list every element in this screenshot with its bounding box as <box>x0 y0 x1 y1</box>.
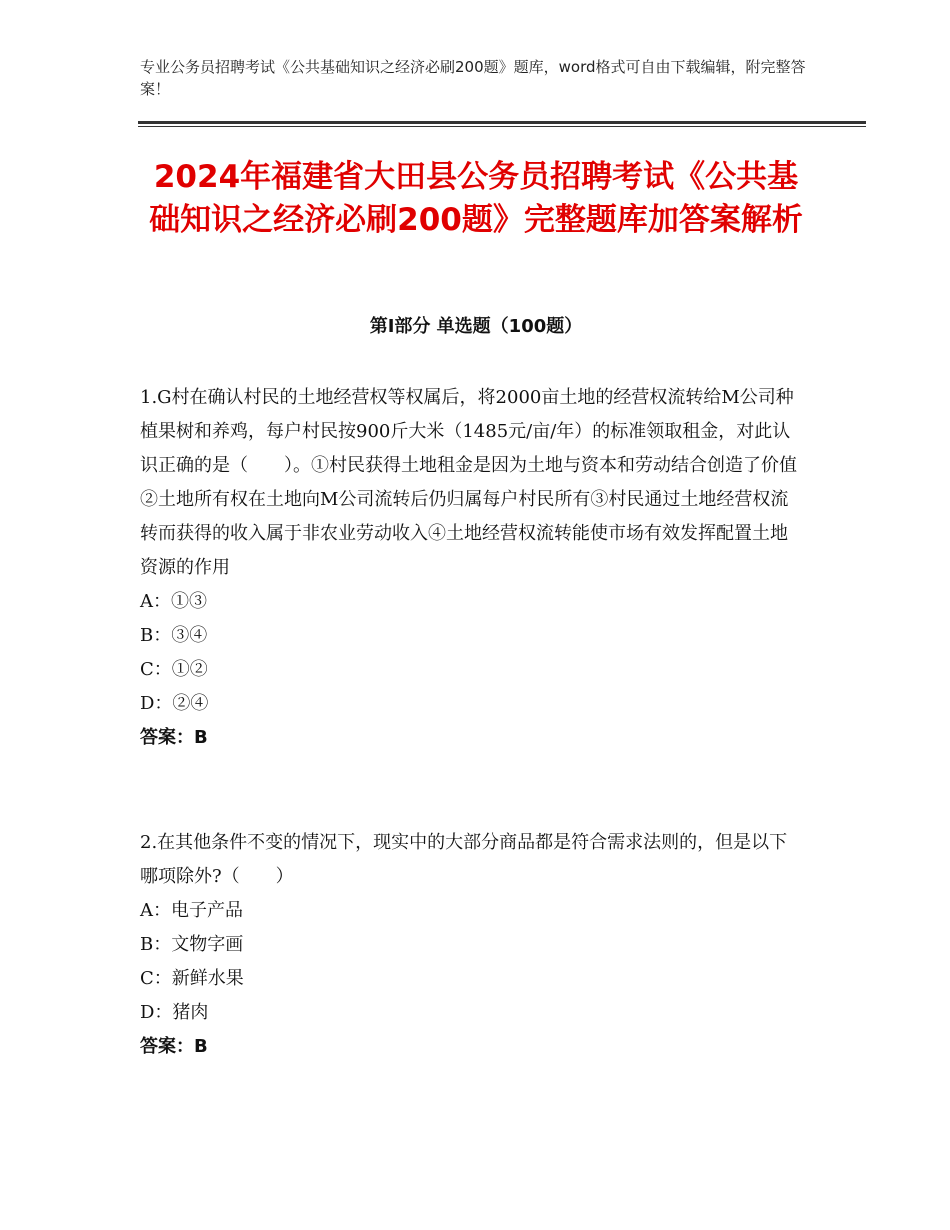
answer: 答案：B <box>140 727 208 748</box>
header-note: 专业公务员招聘考试《公共基础知识之经济必刷200题》题库，word格式可自由下载编辑，附完整答案！ <box>140 58 806 98</box>
question-2 <box>140 826 800 1064</box>
answer: 答案：B <box>140 1036 208 1057</box>
option-d: D：②④ <box>140 693 209 714</box>
option-c: C：①② <box>140 659 208 680</box>
section-heading: 第Ⅰ部分 单选题（100题） <box>369 316 583 337</box>
option-d: D：猪肉 <box>140 1002 209 1023</box>
question-stem: 2.在其他条件不变的情况下，现实中的大部分商品都是符合需求法则的，但是以下哪项除外?（ ） <box>140 832 788 887</box>
option-a: A：电子产品 <box>140 900 243 921</box>
option-c: C：新鲜水果 <box>140 968 244 989</box>
question-1 <box>140 381 800 755</box>
option-a: A：①③ <box>140 591 207 612</box>
question-stem: 1.G村在确认村民的土地经营权等权属后，将2000亩土地的经营权流转给M公司种植果树和养鸡，每户村民按900斤大米（1485元/亩/年）的标准领取租金，对此认识正确的是（ ）。①村民获得土地租金是因为土地与资本和劳动结合创造了价值②土地所有权在土地向M公司流转后仍归属每户村民所有③村民通过土地经营权流转而获得的收入属于非农业劳动收入④土地经营权流转能使市场有效发挥配置土地资源的作用 <box>140 387 797 578</box>
header-rule-thin <box>138 126 866 127</box>
option-b: B：文物字画 <box>140 934 244 955</box>
option-b: B：③④ <box>140 625 208 646</box>
header-rule-thick <box>138 121 866 124</box>
document-title: 2024年福建省大田县公务员招聘考试《公共基础知识之经济必刷200题》完整题库加答案解析 <box>149 159 803 238</box>
